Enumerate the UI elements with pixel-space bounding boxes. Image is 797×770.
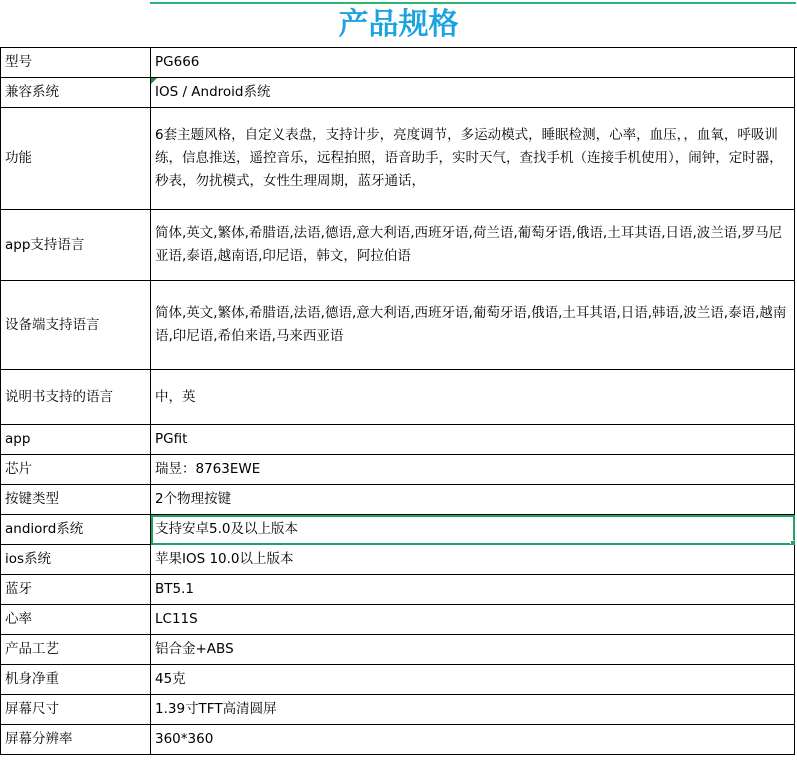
table-row [1, 455, 795, 485]
cell-label[interactable]: 兼容系统 [1, 78, 151, 108]
cell-value[interactable]: 1.39寸TFT高清圆屏 [151, 695, 795, 725]
cell-label[interactable]: ios系统 [1, 545, 151, 575]
cell-value[interactable]: 2个物理按键 [151, 485, 795, 515]
spec-table [0, 47, 795, 755]
cell-label[interactable]: 功能 [1, 108, 151, 210]
cell-label[interactable]: andiord系统 [1, 515, 151, 545]
cell-label[interactable]: 机身净重 [1, 665, 151, 695]
cell-label[interactable]: 心率 [1, 605, 151, 635]
table-row [1, 725, 795, 755]
cell-label[interactable]: 说明书支持的语言 [1, 370, 151, 425]
cell-value[interactable]: IOS / Android系统 [151, 78, 795, 108]
table-row [1, 48, 795, 78]
cell-value[interactable]: LC11S [151, 605, 795, 635]
cell-value[interactable]: 6套主题风格，自定义表盘，支持计步，亮度调节，多运动模式，睡眠检测，心率，血压，，血氧，呼吸训练，信息推送，遥控音乐，远程拍照，语音助手，实时天气，查找手机（连接手机使用），闹钟，定时器，秒表，勿扰模式，女性生理周期，蓝牙通话， [151, 108, 795, 210]
table-row [1, 485, 795, 515]
selected-cell[interactable] [151, 515, 795, 545]
table-row [1, 425, 795, 455]
table-row [1, 281, 795, 370]
comment-indicator-icon [151, 78, 157, 84]
sheet-title: 产品规格 [338, 7, 459, 42]
table-row [1, 545, 795, 575]
table-row [1, 78, 795, 108]
cell-value[interactable]: PG666 [151, 48, 795, 78]
table-row [1, 515, 795, 545]
cell-label[interactable]: app支持语言 [1, 210, 151, 281]
table-row [1, 108, 795, 210]
cell-value[interactable]: PGfit [151, 425, 795, 455]
cell-label[interactable]: app [1, 425, 151, 455]
cell-label[interactable]: 产品工艺 [1, 635, 151, 665]
cell-label[interactable]: 屏幕尺寸 [1, 695, 151, 725]
cell-label[interactable]: 芯片 [1, 455, 151, 485]
cell-label[interactable]: 型号 [1, 48, 151, 78]
cell-value[interactable]: 中，英 [151, 370, 795, 425]
cell-label[interactable]: 屏幕分辨率 [1, 725, 151, 755]
cell-value[interactable]: 铝合金+ABS [151, 635, 795, 665]
table-row [1, 635, 795, 665]
table-row [1, 665, 795, 695]
cell-value[interactable]: 45克 [151, 665, 795, 695]
table-row [1, 605, 795, 635]
cell-value: 支持安卓5.0及以上版本 [155, 521, 298, 537]
cell-label[interactable]: 蓝牙 [1, 575, 151, 605]
fill-handle[interactable] [790, 540, 795, 545]
title-row[interactable] [0, 0, 797, 48]
cell-value[interactable]: BT5.1 [151, 575, 795, 605]
cell-value[interactable]: 简体,英文,繁体,希腊语,法语,德语,意大利语,西班牙语,葡萄牙语,俄语,土耳其语,日语,韩语,波兰语,泰语,越南语,印尼语,希伯来语,马来西亚语 [151, 281, 795, 370]
table-row [1, 370, 795, 425]
table-row [1, 210, 795, 281]
table-row [1, 575, 795, 605]
table-row [1, 695, 795, 725]
cell-value[interactable]: 简体,英文,繁体,希腊语,法语,德语,意大利语,西班牙语,荷兰语,葡萄牙语,俄语,土耳其语,日语,波兰语,罗马尼亚语,泰语,越南语,印尼语，韩文，阿拉伯语 [151, 210, 795, 281]
cell-value[interactable]: 苹果IOS 10.0以上版本 [151, 545, 795, 575]
cell-label[interactable]: 按键类型 [1, 485, 151, 515]
cell-label[interactable]: 设备端支持语言 [1, 281, 151, 370]
cell-value[interactable]: 360*360 [151, 725, 795, 755]
cell-value[interactable]: 瑞昱：8763EWE [151, 455, 795, 485]
